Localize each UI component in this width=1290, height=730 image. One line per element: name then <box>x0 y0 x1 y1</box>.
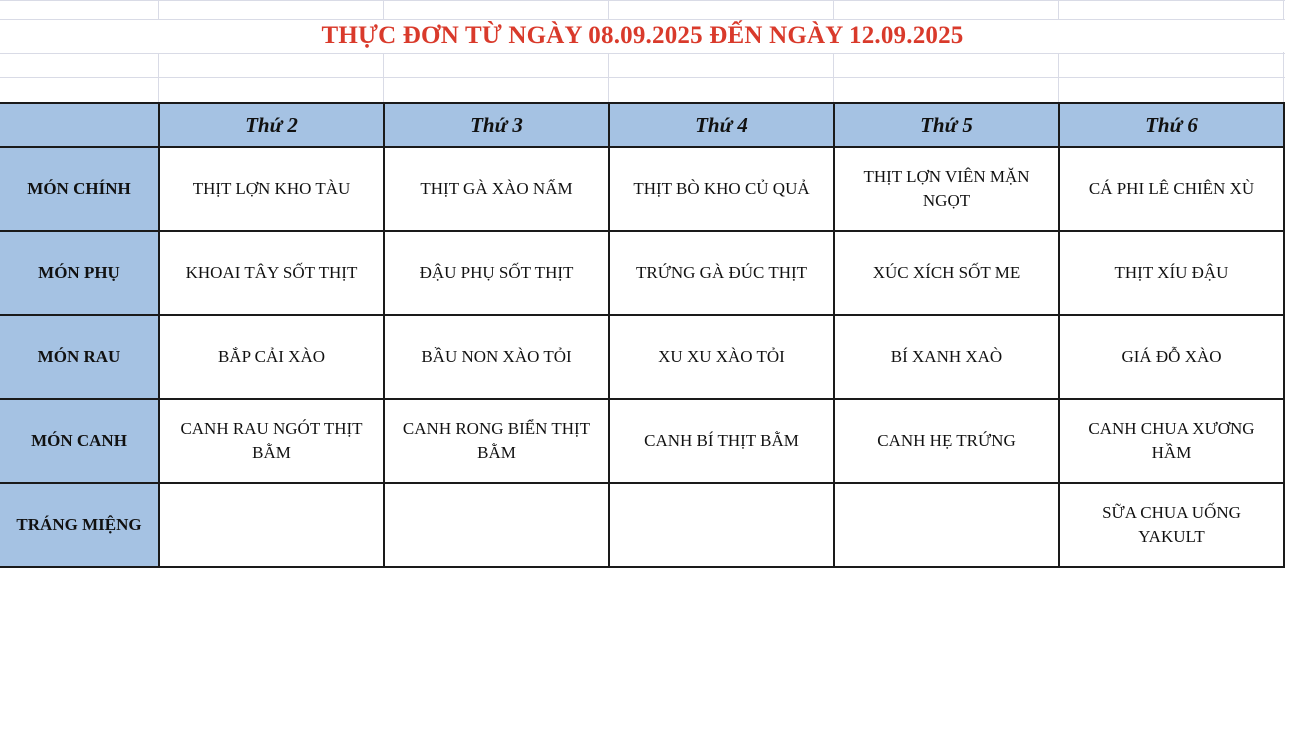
table-row-side-dish <box>0 231 1284 315</box>
gridline <box>1058 0 1059 20</box>
table-cell[interactable]: TRỨNG GÀ ĐÚC THỊT <box>609 231 834 315</box>
table-row-soup <box>0 399 1284 483</box>
day-header-friday[interactable]: Thứ 6 <box>1059 103 1284 147</box>
gridline <box>0 77 1285 78</box>
table-cell[interactable]: XU XU XÀO TỎI <box>609 315 834 399</box>
gridline <box>1058 53 1059 103</box>
table-cell[interactable]: BẦU NON XÀO TỎI <box>384 315 609 399</box>
table-cell[interactable]: BÍ XANH XAÒ <box>834 315 1059 399</box>
table-row-vegetable <box>0 315 1284 399</box>
table-row-dessert <box>0 483 1284 567</box>
gridline <box>0 0 1285 1</box>
corner-cell[interactable] <box>0 103 159 147</box>
table-row-main-dish <box>0 147 1284 231</box>
table-cell[interactable]: ĐẬU PHỤ SỐT THỊT <box>384 231 609 315</box>
table-cell[interactable]: CANH BÍ THỊT BẰM <box>609 399 834 483</box>
gridline <box>833 0 834 20</box>
row-label[interactable]: MÓN CHÍNH <box>0 147 159 231</box>
table-cell[interactable]: CANH CHUA XƯƠNG HẦM <box>1059 399 1284 483</box>
day-header-monday[interactable]: Thứ 2 <box>159 103 384 147</box>
gridline <box>383 0 384 20</box>
day-header-row <box>0 103 1284 147</box>
table-cell[interactable] <box>384 483 609 567</box>
table-cell[interactable]: THỊT LỢN VIÊN MẶN NGỌT <box>834 147 1059 231</box>
gridline <box>833 53 834 103</box>
table-cell[interactable]: BẮP CẢI XÀO <box>159 315 384 399</box>
row-label[interactable]: MÓN RAU <box>0 315 159 399</box>
table-cell[interactable]: GIÁ ĐỖ XÀO <box>1059 315 1284 399</box>
menu-title: THỰC ĐƠN TỪ NGÀY 08.09.2025 ĐẾN NGÀY 12.09.2025 <box>0 20 1285 52</box>
table-cell[interactable]: SỮA CHUA UỐNG YAKULT <box>1059 483 1284 567</box>
table-cell[interactable] <box>609 483 834 567</box>
table-cell[interactable]: KHOAI TÂY SỐT THỊT <box>159 231 384 315</box>
table-cell[interactable]: XÚC XÍCH SỐT ME <box>834 231 1059 315</box>
table-cell[interactable] <box>834 483 1059 567</box>
table-cell[interactable]: THỊT LỢN KHO TÀU <box>159 147 384 231</box>
table-cell[interactable] <box>159 483 384 567</box>
table-cell[interactable]: THỊT BÒ KHO CỦ QUẢ <box>609 147 834 231</box>
table-cell[interactable]: CANH RAU NGÓT THỊT BẰM <box>159 399 384 483</box>
gridline <box>158 53 159 103</box>
table-cell[interactable]: THỊT GÀ XÀO NẤM <box>384 147 609 231</box>
day-header-wednesday[interactable]: Thứ 4 <box>609 103 834 147</box>
gridline <box>608 53 609 103</box>
gridline <box>0 53 1285 54</box>
day-header-tuesday[interactable]: Thứ 3 <box>384 103 609 147</box>
row-label[interactable]: MÓN PHỤ <box>0 231 159 315</box>
row-label[interactable]: TRÁNG MIỆNG <box>0 483 159 567</box>
gridline <box>158 0 159 20</box>
table-cell[interactable]: THỊT XÍU ĐẬU <box>1059 231 1284 315</box>
day-header-thursday[interactable]: Thứ 5 <box>834 103 1059 147</box>
weekly-menu-table <box>0 102 1285 568</box>
gridline <box>608 0 609 20</box>
row-label[interactable]: MÓN CANH <box>0 399 159 483</box>
gridline <box>383 53 384 103</box>
table-cell[interactable]: CANH HẸ TRỨNG <box>834 399 1059 483</box>
table-cell[interactable]: CÁ PHI LÊ CHIÊN XÙ <box>1059 147 1284 231</box>
table-cell[interactable]: CANH RONG BIỂN THỊT BẰM <box>384 399 609 483</box>
